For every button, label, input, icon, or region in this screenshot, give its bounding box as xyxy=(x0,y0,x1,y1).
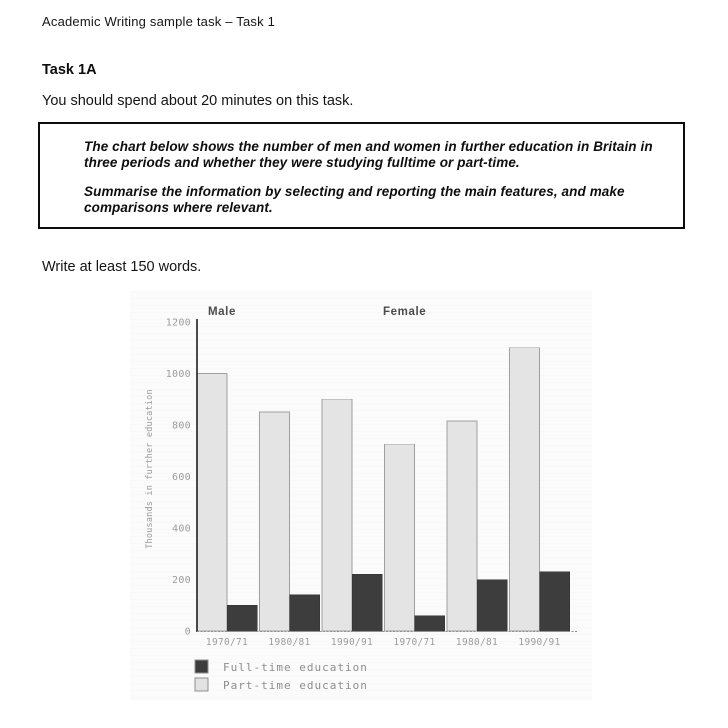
y-axis-tick-label: 1200 xyxy=(165,317,191,329)
legend-swatch-part-time xyxy=(195,678,208,691)
task-time-instruction: You should spend about 20 minutes on this task. xyxy=(42,93,354,109)
bar-full-time-1990/91 xyxy=(352,574,382,631)
y-axis-tick-label: 400 xyxy=(172,523,191,535)
bar-full-time-1980/81 xyxy=(477,580,507,632)
further-education-bar-chart xyxy=(130,291,592,700)
bar-part-time-1980/81 xyxy=(447,421,477,631)
bar-part-time-1970/71 xyxy=(197,374,227,632)
male-group-title: Male xyxy=(208,306,236,318)
bar-part-time-1970/71 xyxy=(385,444,415,631)
x-axis-tick-label: 1990/91 xyxy=(518,637,561,648)
x-axis-tick-label: 1980/81 xyxy=(455,637,499,648)
bar-full-time-1990/91 xyxy=(540,572,570,631)
bar-part-time-1990/91 xyxy=(510,348,540,631)
prompt-paragraph-1: The chart below shows the number of men and women in further education in Britain in three periods and whether they were studying fulltime or part-time. xyxy=(84,139,653,170)
x-axis-tick-label: 1970/71 xyxy=(393,637,436,648)
legend-label: Full-time education xyxy=(223,661,368,674)
bar-full-time-1970/71 xyxy=(227,605,257,631)
legend-swatch-full-time xyxy=(195,660,208,673)
document-header: Academic Writing sample task – Task 1 xyxy=(42,14,276,29)
prompt-box xyxy=(38,122,685,229)
chart-canvas xyxy=(130,291,592,700)
bar-part-time-1990/91 xyxy=(322,399,352,631)
y-axis-title: Thousands in further education xyxy=(145,389,155,549)
bar-part-time-1980/81 xyxy=(260,412,290,631)
prompt-paragraph-2: Summarise the information by selecting and reporting the main features, and make comparisons where relevant. xyxy=(84,184,625,215)
bar-full-time-1970/71 xyxy=(415,616,445,632)
x-axis-tick-label: 1980/81 xyxy=(268,637,311,648)
legend-label: Part-time education xyxy=(223,679,368,692)
bar-full-time-1980/81 xyxy=(290,595,320,631)
x-axis-tick-label: 1970/71 xyxy=(205,637,249,648)
y-axis-tick-label: 0 xyxy=(184,626,191,638)
y-axis-tick-label: 1000 xyxy=(165,369,191,380)
y-axis-tick-label: 200 xyxy=(172,575,191,586)
task-label: Task 1A xyxy=(42,62,97,78)
word-count-note: Write at least 150 words. xyxy=(42,259,202,275)
female-group-title: Female xyxy=(383,306,427,318)
x-axis-tick-label: 1990/91 xyxy=(330,637,374,648)
y-axis-tick-label: 800 xyxy=(172,420,191,432)
y-axis-tick-label: 600 xyxy=(172,472,191,483)
